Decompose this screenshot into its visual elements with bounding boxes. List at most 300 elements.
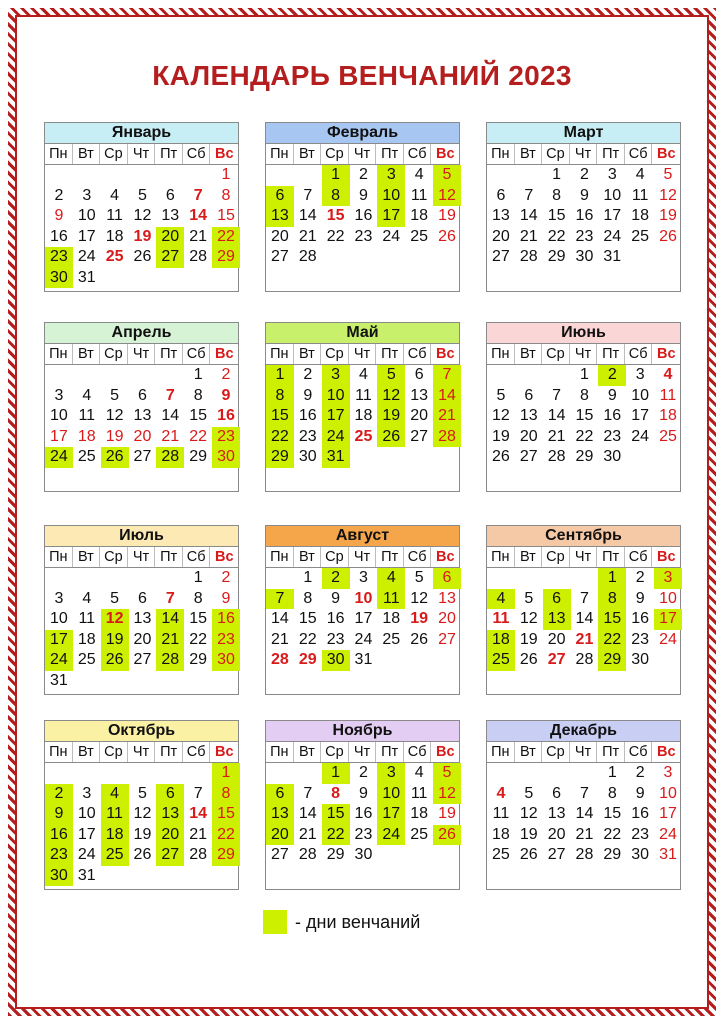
day-cell: 13 xyxy=(492,207,510,224)
day-cell: 9 xyxy=(607,386,617,404)
day-cell: 10 xyxy=(377,784,405,805)
day-cell: 24 xyxy=(631,427,650,445)
day-cell: 6 xyxy=(496,186,506,204)
weekday-label: Вт xyxy=(515,344,543,364)
weekday-header xyxy=(487,344,680,365)
empty-cell xyxy=(571,763,599,784)
day-grid xyxy=(266,365,459,468)
day-cell: 8 xyxy=(221,186,231,204)
day-cell: 5 xyxy=(524,784,534,802)
day-cell: 4 xyxy=(101,784,129,805)
day-cell: 6 xyxy=(552,784,562,802)
day-cell: 27 xyxy=(492,248,510,265)
day-cell: 8 xyxy=(331,784,341,802)
day-cell: 26 xyxy=(101,447,129,468)
empty-cell xyxy=(294,165,322,186)
day-cell: 3 xyxy=(377,763,405,784)
day-cell: 21 xyxy=(271,630,289,648)
day-cell: 21 xyxy=(575,825,594,843)
day-cell: 16 xyxy=(354,805,373,822)
day-cell: 22 xyxy=(598,630,626,651)
day-cell: 2 xyxy=(221,366,231,383)
day-cell: 21 xyxy=(189,227,208,245)
day-cell: 7 xyxy=(165,386,175,404)
day-cell: 4 xyxy=(635,166,645,183)
day-cell: 21 xyxy=(156,630,184,651)
day-cell: 11 xyxy=(355,386,372,404)
page-title: КАЛЕНДАРЬ ВЕНЧАНИЙ 2023 xyxy=(152,60,572,91)
day-cell: 3 xyxy=(82,784,92,802)
day-cell: 27 xyxy=(133,448,152,465)
day-cell: 11 xyxy=(492,610,510,627)
day-cell: 13 xyxy=(543,609,571,630)
day-cell: 17 xyxy=(603,207,622,224)
day-cell: 11 xyxy=(78,610,96,627)
day-cell: 17 xyxy=(631,407,650,424)
day-cell: 25 xyxy=(410,227,429,245)
day-cell: 27 xyxy=(271,846,289,863)
weekday-label: Чт xyxy=(128,344,156,364)
day-cell: 11 xyxy=(78,407,96,424)
day-cell: 18 xyxy=(354,407,373,424)
weekday-label: Ср xyxy=(100,742,128,762)
day-cell: 31 xyxy=(354,651,373,668)
day-cell: 7 xyxy=(552,386,562,404)
month-name: Апрель xyxy=(45,323,238,344)
weekday-label: Пт xyxy=(376,344,404,364)
day-cell: 4 xyxy=(663,366,673,383)
day-cell: 17 xyxy=(377,804,405,825)
day-cell: 29 xyxy=(189,448,208,465)
day-cell: 2 xyxy=(359,166,368,183)
day-cell: 27 xyxy=(133,651,152,668)
day-cell: 16 xyxy=(354,207,373,224)
weekday-label: Чт xyxy=(128,547,156,567)
day-cell: 2 xyxy=(322,568,350,589)
month-name: Август xyxy=(266,526,459,547)
day-cell: 1 xyxy=(193,366,203,383)
day-cell: 17 xyxy=(50,427,68,445)
day-cell: 30 xyxy=(631,651,650,668)
day-cell: 14 xyxy=(189,805,208,822)
weekday-label: Сб xyxy=(183,344,211,364)
day-cell: 5 xyxy=(663,166,673,183)
day-cell: 24 xyxy=(354,630,373,648)
day-cell: 6 xyxy=(138,386,147,404)
day-cell: 13 xyxy=(547,805,566,822)
weekday-label: Ср xyxy=(100,344,128,364)
empty-cell xyxy=(156,365,184,386)
day-cell: 31 xyxy=(50,671,68,689)
day-cell: 21 xyxy=(298,227,317,245)
day-cell: 8 xyxy=(598,589,626,610)
empty-cell xyxy=(45,763,73,784)
day-cell: 12 xyxy=(433,784,461,805)
empty-cell xyxy=(101,365,129,386)
day-cell: 4 xyxy=(82,386,92,404)
day-cell: 6 xyxy=(266,784,294,805)
weekday-label: Сб xyxy=(404,344,432,364)
day-cell: 3 xyxy=(654,568,682,589)
day-cell: 7 xyxy=(580,589,589,607)
empty-cell xyxy=(156,165,184,186)
day-cell: 30 xyxy=(45,268,73,289)
day-cell: 30 xyxy=(603,448,622,465)
day-cell: 19 xyxy=(105,427,124,445)
weekday-label: Пт xyxy=(155,144,183,164)
day-cell: 18 xyxy=(410,805,429,822)
day-cell: 14 xyxy=(271,610,289,627)
weekday-header xyxy=(266,144,459,165)
day-cell: 15 xyxy=(598,609,626,630)
empty-cell xyxy=(45,365,73,386)
weekday-label: Пт xyxy=(597,344,625,364)
day-cell: 11 xyxy=(410,186,428,204)
day-cell: 22 xyxy=(266,427,294,448)
empty-cell xyxy=(156,763,184,784)
month-name: Июнь xyxy=(487,323,680,344)
weekday-label: Чт xyxy=(570,144,598,164)
highlight-swatch xyxy=(263,910,287,934)
weekday-label: Ср xyxy=(321,742,349,762)
day-cell: 28 xyxy=(547,448,566,465)
weekday-label: Вс xyxy=(656,744,676,760)
weekday-label: Пт xyxy=(155,742,183,762)
empty-cell xyxy=(129,763,157,784)
weekday-label: Чт xyxy=(128,144,156,164)
weekday-label: Вт xyxy=(73,144,101,164)
day-cell: 10 xyxy=(659,589,677,607)
day-cell: 19 xyxy=(492,427,510,445)
weekday-header xyxy=(487,547,680,568)
weekday-label: Чт xyxy=(349,344,377,364)
day-cell: 17 xyxy=(322,406,350,427)
day-cell: 11 xyxy=(101,804,129,825)
day-cell: 20 xyxy=(410,407,429,424)
day-cell: 24 xyxy=(382,227,401,245)
weekday-label: Вс xyxy=(435,146,455,162)
day-cell: 8 xyxy=(193,589,203,607)
day-cell: 1 xyxy=(607,764,617,781)
weekday-label: Пн xyxy=(487,344,515,364)
day-cell: 15 xyxy=(189,407,208,424)
weekday-label: Пн xyxy=(266,144,294,164)
day-cell: 20 xyxy=(156,227,184,248)
day-cell: 12 xyxy=(410,589,429,607)
day-cell: 1 xyxy=(303,569,313,586)
day-cell: 28 xyxy=(271,651,289,668)
day-cell: 19 xyxy=(438,207,456,224)
day-cell: 12 xyxy=(659,186,677,204)
day-cell: 22 xyxy=(547,227,566,245)
day-cell: 29 xyxy=(547,248,566,265)
day-cell: 15 xyxy=(212,804,240,825)
day-cell: 24 xyxy=(322,427,350,448)
empty-cell xyxy=(487,568,515,589)
day-cell: 29 xyxy=(266,447,294,468)
day-cell: 29 xyxy=(298,651,317,668)
month-name: Октябрь xyxy=(45,721,238,742)
weekday-label: Сб xyxy=(625,547,653,567)
day-cell: 7 xyxy=(524,186,534,204)
weekday-header xyxy=(487,742,680,763)
empty-cell xyxy=(73,568,101,589)
day-cell: 28 xyxy=(189,846,208,863)
legend-label: - дни венчаний xyxy=(295,911,421,932)
day-cell: 17 xyxy=(45,630,73,651)
day-cell: 12 xyxy=(101,609,129,630)
day-cell: 5 xyxy=(138,784,147,802)
day-cell: 25 xyxy=(631,227,650,245)
day-cell: 5 xyxy=(433,165,461,186)
day-cell: 28 xyxy=(575,651,594,668)
day-cell: 27 xyxy=(438,630,456,648)
day-cell: 20 xyxy=(133,630,152,648)
day-cell: 10 xyxy=(603,186,622,204)
day-cell: 6 xyxy=(433,568,461,589)
day-cell: 1 xyxy=(212,763,240,784)
day-cell: 22 xyxy=(326,227,345,245)
weekday-label: Пт xyxy=(376,547,404,567)
day-cell: 10 xyxy=(354,589,373,607)
month-8 xyxy=(265,525,460,695)
weekday-label: Вс xyxy=(435,744,455,760)
day-cell: 16 xyxy=(212,609,240,630)
weekday-header xyxy=(487,144,680,165)
day-cell: 2 xyxy=(598,365,626,386)
day-cell: 4 xyxy=(82,589,92,607)
day-cell: 15 xyxy=(322,804,350,825)
day-cell: 25 xyxy=(77,448,96,465)
day-cell: 25 xyxy=(382,630,401,648)
month-name: Ноябрь xyxy=(266,721,459,742)
weekday-header xyxy=(45,344,238,365)
day-cell: 25 xyxy=(354,427,373,445)
weekday-label: Пт xyxy=(155,344,183,364)
month-name: Март xyxy=(487,123,680,144)
weekday-label: Пт xyxy=(376,742,404,762)
day-cell: 21 xyxy=(547,427,566,445)
weekday-label: Вс xyxy=(656,146,676,162)
day-cell: 10 xyxy=(77,805,96,822)
day-cell: 14 xyxy=(298,207,317,224)
day-cell: 2 xyxy=(635,569,645,586)
weekday-header xyxy=(45,144,238,165)
day-cell: 14 xyxy=(519,207,538,224)
day-cell: 4 xyxy=(359,366,368,383)
day-cell: 27 xyxy=(156,845,184,866)
day-cell: 8 xyxy=(212,784,240,805)
day-cell: 20 xyxy=(266,825,294,846)
day-cell: 29 xyxy=(212,247,240,268)
day-cell: 14 xyxy=(547,407,566,424)
day-grid xyxy=(45,568,238,691)
day-cell: 17 xyxy=(377,206,405,227)
empty-cell xyxy=(543,365,571,386)
weekday-label: Сб xyxy=(183,547,211,567)
day-cell: 14 xyxy=(433,386,461,407)
day-cell: 28 xyxy=(519,248,538,265)
day-cell: 29 xyxy=(326,846,345,863)
day-cell: 15 xyxy=(217,207,235,224)
month-11 xyxy=(265,720,460,890)
day-cell: 26 xyxy=(377,427,405,448)
day-cell: 1 xyxy=(193,569,203,586)
day-cell: 9 xyxy=(580,186,589,204)
day-cell: 23 xyxy=(298,427,317,445)
empty-cell xyxy=(294,763,322,784)
day-cell: 19 xyxy=(519,630,538,648)
day-cell: 1 xyxy=(322,763,350,784)
day-cell: 19 xyxy=(133,825,152,843)
day-cell: 16 xyxy=(575,207,594,224)
day-cell: 12 xyxy=(492,407,510,424)
day-cell: 13 xyxy=(133,407,152,424)
day-cell: 17 xyxy=(354,610,373,627)
empty-cell xyxy=(266,568,294,589)
weekday-label: Пн xyxy=(487,742,515,762)
day-cell: 2 xyxy=(580,166,589,183)
empty-cell xyxy=(515,365,543,386)
day-cell: 7 xyxy=(193,784,203,802)
month-name: Февраль xyxy=(266,123,459,144)
day-cell: 23 xyxy=(212,427,240,448)
day-cell: 11 xyxy=(659,386,677,404)
day-cell: 13 xyxy=(156,804,184,825)
day-cell: 7 xyxy=(303,186,313,204)
empty-cell xyxy=(156,568,184,589)
day-cell: 11 xyxy=(377,589,405,610)
month-name: Июль xyxy=(45,526,238,547)
empty-cell xyxy=(101,763,129,784)
day-cell: 16 xyxy=(631,610,650,627)
day-cell: 27 xyxy=(547,651,566,668)
month-7 xyxy=(44,525,239,695)
day-cell: 15 xyxy=(547,207,566,224)
day-cell: 22 xyxy=(322,825,350,846)
weekday-label: Вт xyxy=(294,547,322,567)
day-cell: 21 xyxy=(519,227,538,245)
day-cell: 14 xyxy=(298,805,317,822)
day-cell: 4 xyxy=(377,568,405,589)
day-cell: 22 xyxy=(189,630,208,648)
weekday-header xyxy=(45,547,238,568)
day-cell: 23 xyxy=(326,630,345,648)
day-cell: 28 xyxy=(189,248,208,265)
weekday-label: Вт xyxy=(515,742,543,762)
month-10 xyxy=(44,720,239,890)
empty-cell xyxy=(543,568,571,589)
day-grid xyxy=(487,568,680,671)
day-cell: 20 xyxy=(271,227,289,245)
day-cell: 3 xyxy=(607,166,617,183)
day-cell: 28 xyxy=(298,248,317,265)
day-cell: 1 xyxy=(221,166,231,183)
day-cell: 12 xyxy=(105,407,124,424)
day-cell: 6 xyxy=(414,366,424,383)
weekday-label: Вс xyxy=(214,146,234,162)
day-cell: 18 xyxy=(77,427,96,445)
day-cell: 30 xyxy=(575,248,594,265)
day-cell: 19 xyxy=(410,610,429,627)
day-cell: 5 xyxy=(433,763,461,784)
empty-cell xyxy=(515,568,543,589)
month-12 xyxy=(486,720,681,890)
month-3 xyxy=(486,122,681,292)
day-cell: 6 xyxy=(138,589,147,607)
empty-cell xyxy=(129,365,157,386)
day-cell: 23 xyxy=(575,227,594,245)
day-cell: 29 xyxy=(189,651,208,668)
day-cell: 3 xyxy=(635,366,645,383)
month-name: Январь xyxy=(45,123,238,144)
day-cell: 1 xyxy=(552,166,562,183)
weekday-label: Чт xyxy=(570,742,598,762)
weekday-label: Пн xyxy=(487,547,515,567)
day-cell: 31 xyxy=(603,248,622,265)
day-cell: 15 xyxy=(575,407,594,424)
day-cell: 19 xyxy=(438,805,456,822)
day-cell: 30 xyxy=(45,866,73,887)
day-cell: 8 xyxy=(303,589,313,607)
day-cell: 7 xyxy=(193,186,203,204)
day-cell: 11 xyxy=(631,186,649,204)
empty-cell xyxy=(543,763,571,784)
weekday-label: Пн xyxy=(45,547,73,567)
day-cell: 18 xyxy=(77,630,96,648)
day-cell: 8 xyxy=(552,186,562,204)
day-cell: 26 xyxy=(519,651,538,668)
day-cell: 23 xyxy=(212,630,240,651)
empty-cell xyxy=(184,763,212,784)
day-cell: 4 xyxy=(496,784,506,802)
day-cell: 5 xyxy=(138,186,147,204)
weekday-label: Вт xyxy=(515,547,543,567)
day-cell: 6 xyxy=(156,784,184,805)
day-cell: 20 xyxy=(519,427,538,445)
day-cell: 17 xyxy=(77,227,96,245)
weekday-label: Вт xyxy=(73,344,101,364)
day-grid xyxy=(45,365,238,468)
day-cell: 22 xyxy=(603,825,622,843)
empty-cell xyxy=(487,165,515,186)
day-cell: 16 xyxy=(326,610,345,627)
empty-cell xyxy=(101,165,129,186)
day-cell: 8 xyxy=(322,186,350,207)
month-2 xyxy=(265,122,460,292)
day-cell: 25 xyxy=(492,846,510,863)
weekday-label: Сб xyxy=(404,547,432,567)
day-cell: 26 xyxy=(492,448,510,465)
day-cell: 24 xyxy=(659,630,677,648)
day-cell: 26 xyxy=(133,248,152,265)
weekday-label: Чт xyxy=(349,547,377,567)
day-cell: 9 xyxy=(221,589,231,607)
weekday-label: Сб xyxy=(404,742,432,762)
day-cell: 29 xyxy=(603,846,622,863)
day-cell: 28 xyxy=(156,650,184,671)
weekday-label: Вс xyxy=(214,744,234,760)
day-cell: 3 xyxy=(54,589,64,607)
day-cell: 25 xyxy=(105,248,124,265)
day-cell: 11 xyxy=(410,784,428,802)
day-cell: 16 xyxy=(45,825,73,846)
day-cell: 22 xyxy=(212,227,240,248)
month-name: Май xyxy=(266,323,459,344)
empty-cell xyxy=(266,763,294,784)
day-grid xyxy=(45,165,238,288)
day-cell: 18 xyxy=(487,630,515,651)
